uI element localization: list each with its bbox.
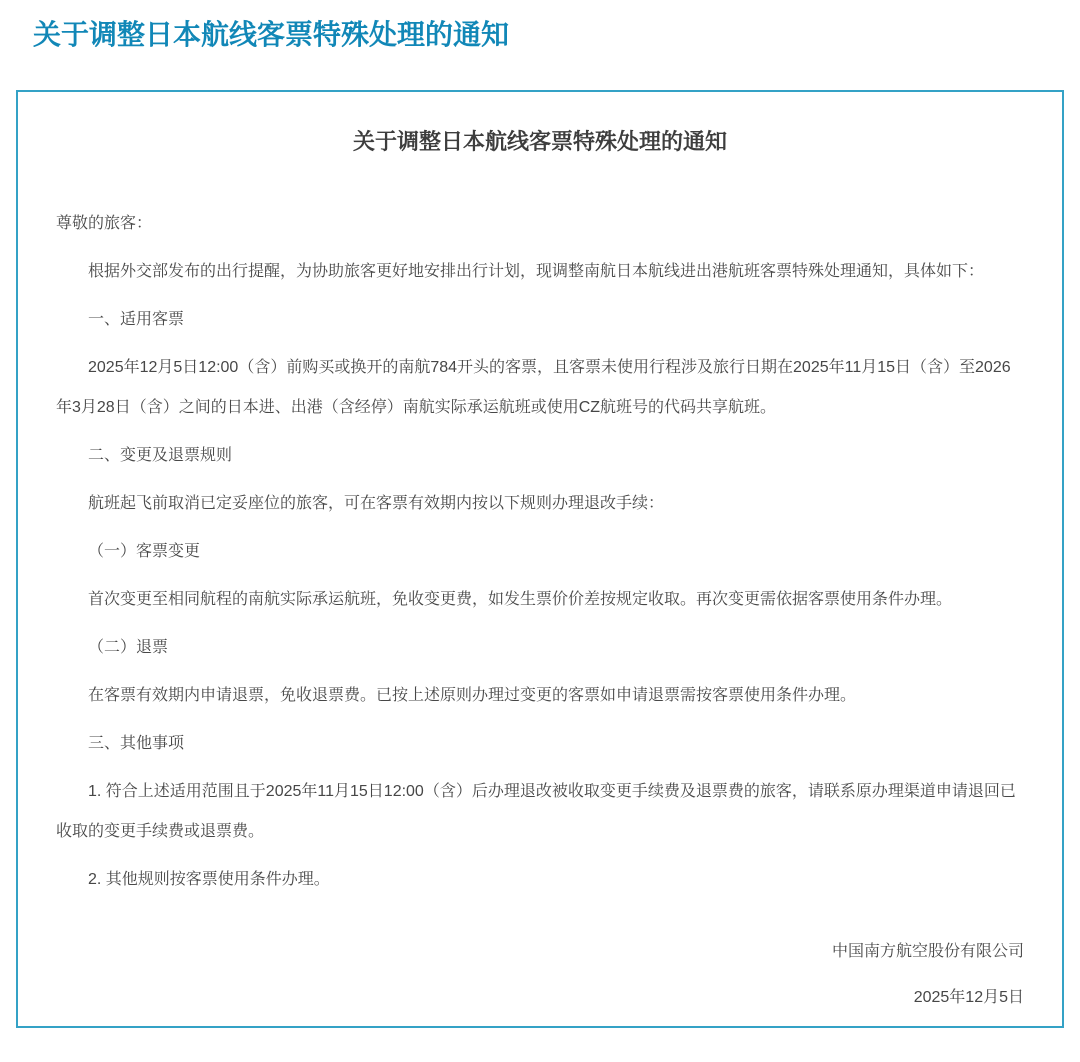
paragraph-change-rule: 首次变更至相同航程的南航实际承运航班，免收变更费，如发生票价价差按规定收取。再次变更需依据客票使用条件办理。 [88,591,953,608]
paragraph-other-1: 1. 符合上述适用范围且于2025年11月15日12:00（含）后办理退改被收取变更手续费及退票费的旅客，请联系原办理渠道申请退回已收取的变更手续费或退票费。 [56,783,1016,840]
paragraph-refund-rule: 在客票有效期内申请退票，免收退票费。已按上述原则办理过变更的客票如申请退票需按客票使用条件办理。 [88,687,857,704]
salutation: 尊敬的旅客： [56,215,153,232]
notice-footer [56,932,1024,1018]
subsection-heading-refund: （二）退票 [88,639,169,656]
notice-title: 关于调整日本航线客票特殊处理的通知 [352,129,727,154]
section-heading-2: 二、变更及退票规则 [88,447,233,464]
paragraph-intro: 根据外交部发布的出行提醒，为协助旅客更好地安排出行计划，现调整南航日本航线进出港航班客票特殊处理通知，具体如下： [88,263,985,280]
section-heading-3: 三、其他事项 [88,735,185,752]
notice-date: 2025年12月5日 [913,989,1024,1006]
paragraph-other-2: 2. 其他规则按客票使用条件办理。 [88,871,330,888]
notice-box [16,90,1064,1028]
notice-body [56,204,1024,900]
paragraph-applicable: 2025年12月5日12:00（含）前购买或换开的南航784开头的客票，且客票未使用行程涉及旅行日期在2025年11月15日（含）至2026年3月28日（含）之间的日本进、出港（含经停）南航实际承运航班或使用CZ航班号的代码共享航班。 [56,359,1011,416]
section-heading-1: 一、适用客票 [88,311,185,328]
page-heading: 关于调整日本航线客票特殊处理的通知 [33,19,510,50]
subsection-heading-change: （一）客票变更 [88,543,201,560]
paragraph-rules-intro: 航班起飞前取消已定妥座位的旅客，可在客票有效期内按以下规则办理退改手续： [88,495,665,512]
company-signature: 中国南方航空股份有限公司 [831,943,1024,960]
